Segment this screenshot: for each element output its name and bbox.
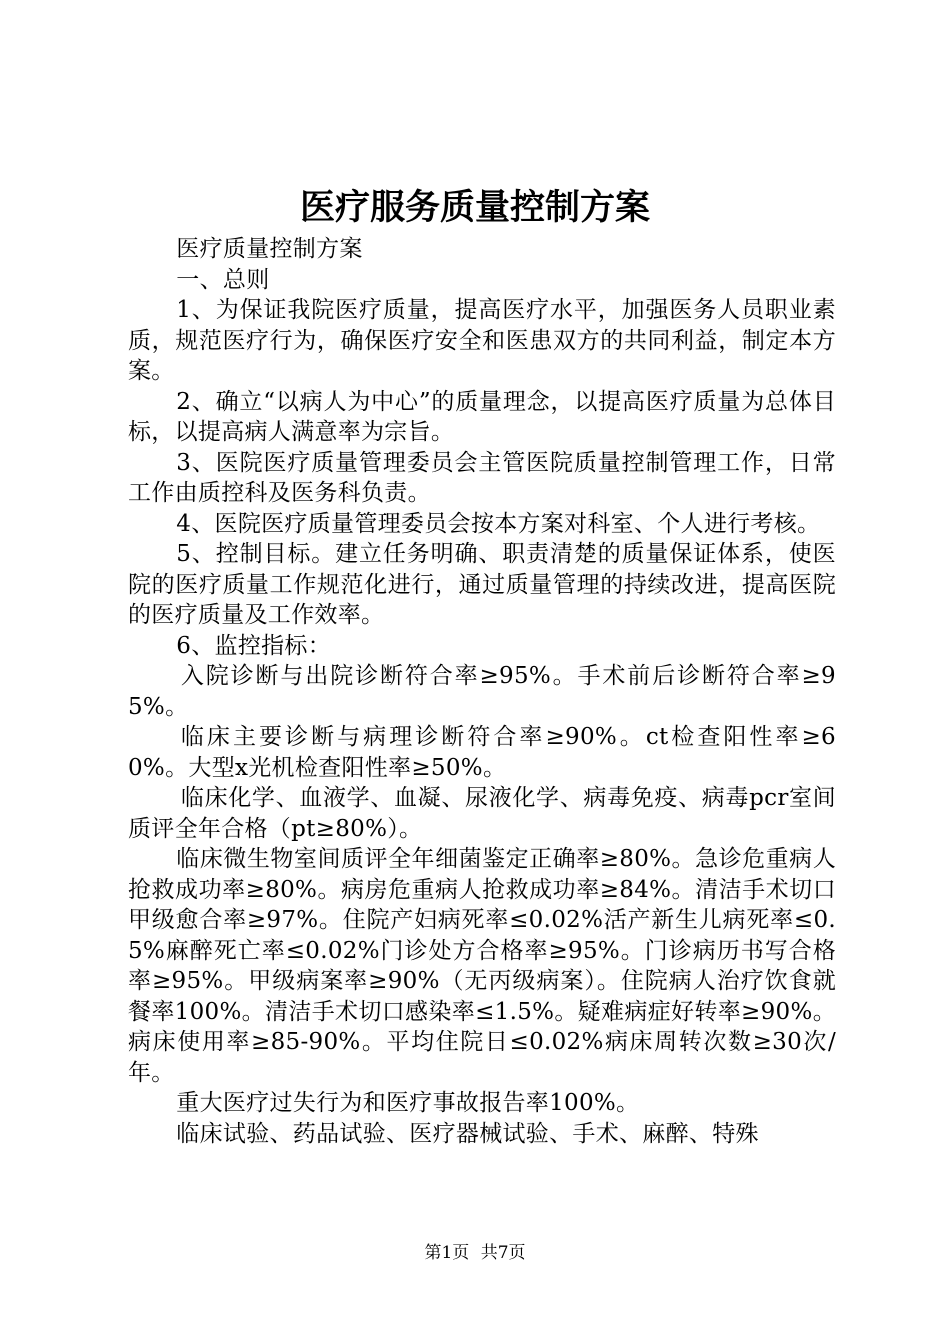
paragraph-indicator-report-rate: 重大医疗过失行为和医疗事故报告率100%。 [176, 1090, 640, 1116]
paragraph-item-1: 1、为保证我院医疗质量，提高医疗水平，加强医务人员职业素质，规范医疗行为，确保医疗安全和医患双方的共同利益，制定本方案。 [128, 297, 836, 384]
paragraph-item-3: 3、医院医疗质量管理委员会主管医院质量控制管理工作，日常工作由质控科及医务科负责。 [128, 449, 836, 506]
page-total-label: 共7页 [480, 1243, 526, 1263]
paragraph-item-6: 6、监控指标： [176, 632, 332, 659]
paragraph-item-2: 2、确立“以病人为中心”的质量理念，以提高医疗质量为总体目标，以提高病人满意率为宗旨。 [128, 388, 836, 445]
document-title: 医疗服务质量控制方案 [299, 187, 650, 228]
paragraph-indicator-lab: 临床化学、血液学、血凝、尿液化学、病毒免疫、病毒pcr室间质评全年合格（pt≥80%）。 [128, 785, 836, 842]
paragraph-section-heading: 一、总则 [176, 266, 270, 293]
page-footer [0, 1241, 950, 1265]
page-number-label: 第1页 [424, 1243, 470, 1263]
paragraph-item-5: 5、控制目标。建立任务明确、职责清楚的质量保证体系，使医院的医疗质量工作规范化进行，通过质量管理的持续改进，提高医院的医疗质量及工作效率。 [128, 541, 836, 628]
paragraph-indicator-pathology: 临床主要诊断与病理诊断符合率≥90%。ct检查阳性率≥60%。大型x光机检查阳性率≥50%。 [128, 724, 836, 781]
paragraph-item-4: 4、医院医疗质量管理委员会按本方案对科室、个人进行考核。 [176, 510, 821, 537]
paragraph-indicator-microbiology: 临床微生物室间质评全年细菌鉴定正确率≥80%。急诊危重病人抢救成功率≥80%。病房危重病人抢救成功率≥84%。清洁手术切口甲级愈合率≥97%。住院产妇病死率≤0.02%活产新生儿病死率≤0.5%麻醉死亡率≤0.02%门诊处方合格率≥95%。门诊病历书写合格率≥95%。甲级病案率≥90%（无丙级病案）。住院病人治疗饮食就餐率100%。清洁手术切口感染率≤1.5%。疑难病症好转率≥90%。病床使用率≥85-90%。平均住院日≤0.02%病床周转次数≥30次/年。 [128, 846, 836, 1086]
paragraph-indicator-trials: 临床试验、药品试验、医疗器械试验、手术、麻醉、特殊 [176, 1120, 759, 1147]
paragraph-indicator-diagnosis: 入院诊断与出院诊断符合率≥95%。手术前后诊断符合率≥95%。 [128, 663, 836, 720]
document-body [128, 234, 836, 1149]
paragraph-subtitle: 医疗质量控制方案 [176, 236, 363, 262]
